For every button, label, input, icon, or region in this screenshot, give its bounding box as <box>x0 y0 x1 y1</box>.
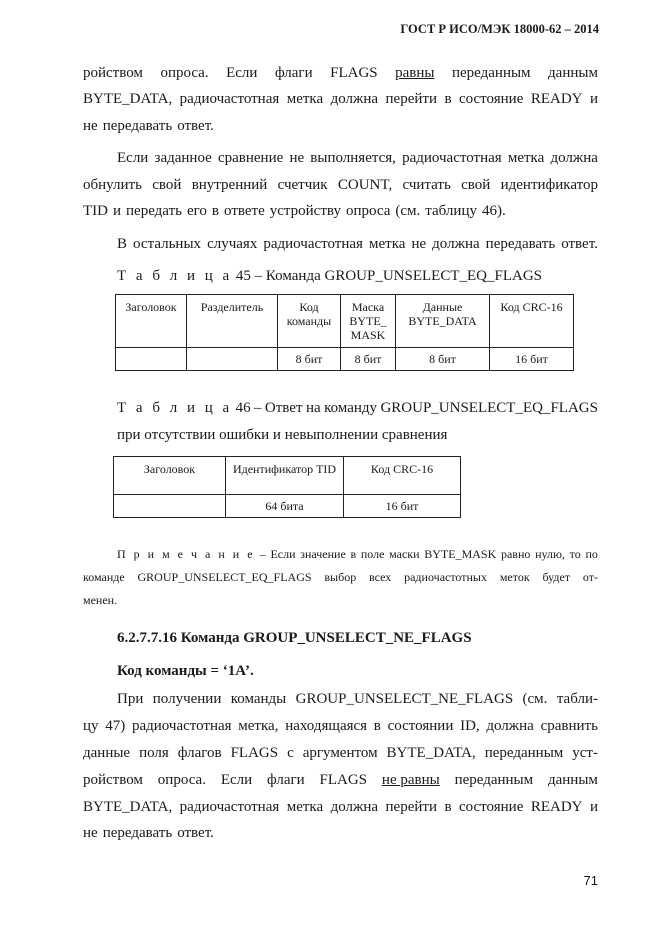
word: то <box>569 547 581 561</box>
table-45-caption <box>117 267 542 285</box>
page-number: 71 <box>583 873 598 888</box>
word: менен. <box>83 593 118 607</box>
table-cell: 16 бит <box>490 348 574 371</box>
word: цу <box>83 718 99 734</box>
underlined-word: не равны <box>381 772 440 788</box>
word: метка, <box>238 718 279 734</box>
word: метка <box>507 150 545 166</box>
word: должна <box>432 236 480 252</box>
word: опроса <box>345 203 391 219</box>
word: в <box>350 547 357 561</box>
word: (см. <box>395 203 421 219</box>
word: радиочастотная <box>263 236 363 252</box>
table-cell: 64 бита <box>226 495 344 518</box>
body-line <box>83 771 598 789</box>
table-46-caption <box>117 399 598 417</box>
word: FLAGS <box>319 772 368 788</box>
word: В <box>117 236 128 252</box>
word: TID <box>83 203 108 219</box>
word: радиочастотная <box>402 150 502 166</box>
underlined-word: равны <box>395 65 435 81</box>
word: ID, <box>460 718 480 734</box>
word: уст- <box>572 745 598 761</box>
table-header-cell: Код CRC-16 <box>490 295 574 348</box>
word: состояние <box>458 799 524 815</box>
word: получении <box>152 691 222 707</box>
word: READY <box>530 91 583 107</box>
word: Если <box>220 772 253 788</box>
word: его <box>186 203 207 219</box>
table-header-cell: Разделитель <box>187 295 278 348</box>
word: переданным <box>451 65 531 81</box>
body-line <box>83 117 598 135</box>
command-code: Код команды = ‘1A’. <box>117 663 254 679</box>
word: свой <box>461 177 491 193</box>
word: не <box>83 118 98 134</box>
word: 47) <box>105 718 126 734</box>
word: FLAGS <box>230 745 279 761</box>
word: состоянии <box>387 718 454 734</box>
body-line <box>83 90 598 108</box>
word: – <box>259 547 266 561</box>
word: радиочастотная <box>179 91 280 107</box>
word: и <box>589 799 598 815</box>
word: Ответ <box>264 400 303 416</box>
table-cell <box>114 495 226 518</box>
table-header-cell: Идентификатор TID <box>226 457 344 495</box>
word: должна <box>550 150 598 166</box>
word: Если <box>117 150 149 166</box>
word: BYTE_DATA, <box>83 91 173 107</box>
word: перейти <box>385 799 437 815</box>
word: GROUP_UNSELECT_NE_FLAGS <box>295 691 514 707</box>
table-45 <box>115 294 574 371</box>
table-header-cell: Заголовок <box>116 295 187 348</box>
word: случаях <box>207 236 258 252</box>
word: таблицу <box>425 203 477 219</box>
table-row <box>114 495 461 518</box>
word: выполняется, <box>310 150 396 166</box>
word: флагов <box>177 745 222 761</box>
word: метка <box>286 799 324 815</box>
caption-label: Т а б л и ц а <box>117 400 233 416</box>
word: маски <box>389 547 420 561</box>
word: READY <box>530 799 583 815</box>
word: на <box>305 400 321 416</box>
word: сравнение <box>217 150 284 166</box>
table-cell <box>116 348 187 371</box>
caption-text: 45 – Команда GROUP_UNSELECT_EQ_FLAGS <box>235 268 543 284</box>
table-header-row <box>116 295 574 348</box>
word: радиочастотных <box>404 570 487 584</box>
word: от- <box>582 570 598 584</box>
word: должна <box>330 799 379 815</box>
word: равно <box>500 547 531 561</box>
word: всех <box>369 570 392 584</box>
word: GROUP_UNSELECT_EQ_FLAGS <box>137 570 312 584</box>
section-heading: 6.2.7.7.16 Команда GROUP_UNSELECT_NE_FLAGS <box>117 630 472 646</box>
word: передавать <box>485 236 556 252</box>
word: находящаяся <box>285 718 368 734</box>
word: BYTE_DATA, <box>386 745 476 761</box>
word: сравнить <box>540 718 598 734</box>
word: не <box>83 825 98 841</box>
word: выбор <box>324 570 357 584</box>
body-line <box>83 64 598 82</box>
word: флаги <box>267 772 305 788</box>
body-line <box>117 235 598 253</box>
word: Если <box>270 547 296 561</box>
word: ройством <box>83 772 143 788</box>
word: переданным <box>484 745 564 761</box>
word: радиочастотная <box>131 718 232 734</box>
word: FLAGS <box>330 65 378 81</box>
body-line <box>117 690 598 708</box>
word: идентификатор <box>500 177 598 193</box>
body-line <box>83 824 598 842</box>
word: GROUP_UNSELECT_EQ_FLAGS <box>380 400 598 416</box>
word: не <box>289 150 305 166</box>
word: в <box>211 203 220 219</box>
word: 46 <box>235 400 251 416</box>
note-line <box>83 571 598 584</box>
word: устройству <box>269 203 341 219</box>
word: значение <box>300 547 346 561</box>
word: данным <box>548 65 598 81</box>
word: и <box>113 203 122 219</box>
word: не <box>411 236 427 252</box>
word: BYTE_MASK <box>424 547 497 561</box>
word: (см. <box>522 691 548 707</box>
body-line <box>83 744 598 762</box>
word: данные <box>83 745 131 761</box>
word: меток <box>499 570 530 584</box>
body-line <box>117 149 598 167</box>
word: ответ. <box>177 825 214 841</box>
word: перейти <box>385 91 437 107</box>
table-cell: 8 бит <box>396 348 490 371</box>
word: COUNT, <box>337 177 393 193</box>
word: опроса. <box>157 772 206 788</box>
word: должна <box>486 718 534 734</box>
table-header-cell: Заголовок <box>114 457 226 495</box>
word: 46). <box>481 203 506 219</box>
word: передавать <box>102 825 173 841</box>
word: и <box>589 91 598 107</box>
word: радиочастотная <box>179 799 280 815</box>
body-line <box>83 798 598 816</box>
word: внутренний <box>191 177 268 193</box>
word: табли- <box>556 691 598 707</box>
word: команде <box>83 570 125 584</box>
table-header-cell: Маска BYTE_ MASK <box>341 295 396 348</box>
note-line <box>83 594 598 607</box>
table-row <box>116 348 574 371</box>
table-46-caption-cont: при отсутствии ошибки и невыполнении сравнения <box>117 427 448 443</box>
word: состояние <box>458 91 524 107</box>
word: счетчик <box>277 177 328 193</box>
table-cell: 16 бит <box>344 495 461 518</box>
table-header-cell: Данные BYTE_DATA <box>396 295 490 348</box>
word: флаги <box>274 65 313 81</box>
running-header: ГОСТ Р ИСО/МЭК 18000-62 – 2014 <box>400 22 599 36</box>
word: остальных <box>133 236 202 252</box>
word: – <box>254 400 262 416</box>
word: нулю, <box>535 547 565 561</box>
word: BYTE_DATA, <box>83 799 173 815</box>
word: в <box>373 718 381 734</box>
word: свой <box>152 177 182 193</box>
word: ответ. <box>561 236 598 252</box>
word: метка <box>286 91 324 107</box>
table-cell: 8 бит <box>341 348 396 371</box>
table-46 <box>113 456 461 518</box>
word: опроса. <box>160 65 209 81</box>
word: по <box>585 547 598 561</box>
table-cell: 8 бит <box>278 348 341 371</box>
caption-label: Т а б л и ц а <box>117 268 233 284</box>
word: команду <box>324 400 378 416</box>
word: метка <box>368 236 406 252</box>
word: считать <box>402 177 451 193</box>
note-label: П р и м е ч а н и е <box>117 547 256 561</box>
word: аргументом <box>302 745 378 761</box>
body-line <box>83 176 598 194</box>
table-cell <box>187 348 278 371</box>
word: ответе <box>224 203 265 219</box>
word: должна <box>330 91 379 107</box>
table-header-row <box>114 457 461 495</box>
word: команды <box>230 691 287 707</box>
word: в <box>444 799 452 815</box>
word: Если <box>226 65 258 81</box>
word: с <box>287 745 294 761</box>
word: поля <box>139 745 169 761</box>
word: данным <box>547 772 598 788</box>
word: поле <box>360 547 385 561</box>
word: заданное <box>154 150 212 166</box>
word: ройством <box>83 65 143 81</box>
word: обнулить <box>83 177 142 193</box>
table-header-cell: Код команды <box>278 295 341 348</box>
word: При <box>117 691 144 707</box>
body-line <box>83 202 598 220</box>
word: переданным <box>454 772 534 788</box>
table-header-cell: Код CRC-16 <box>344 457 461 495</box>
word: передать <box>126 203 182 219</box>
word: передавать <box>102 118 173 134</box>
body-line <box>83 717 598 735</box>
word: в <box>444 91 452 107</box>
note-line <box>117 548 598 561</box>
word: ответ. <box>177 118 214 134</box>
word: будет <box>542 570 571 584</box>
